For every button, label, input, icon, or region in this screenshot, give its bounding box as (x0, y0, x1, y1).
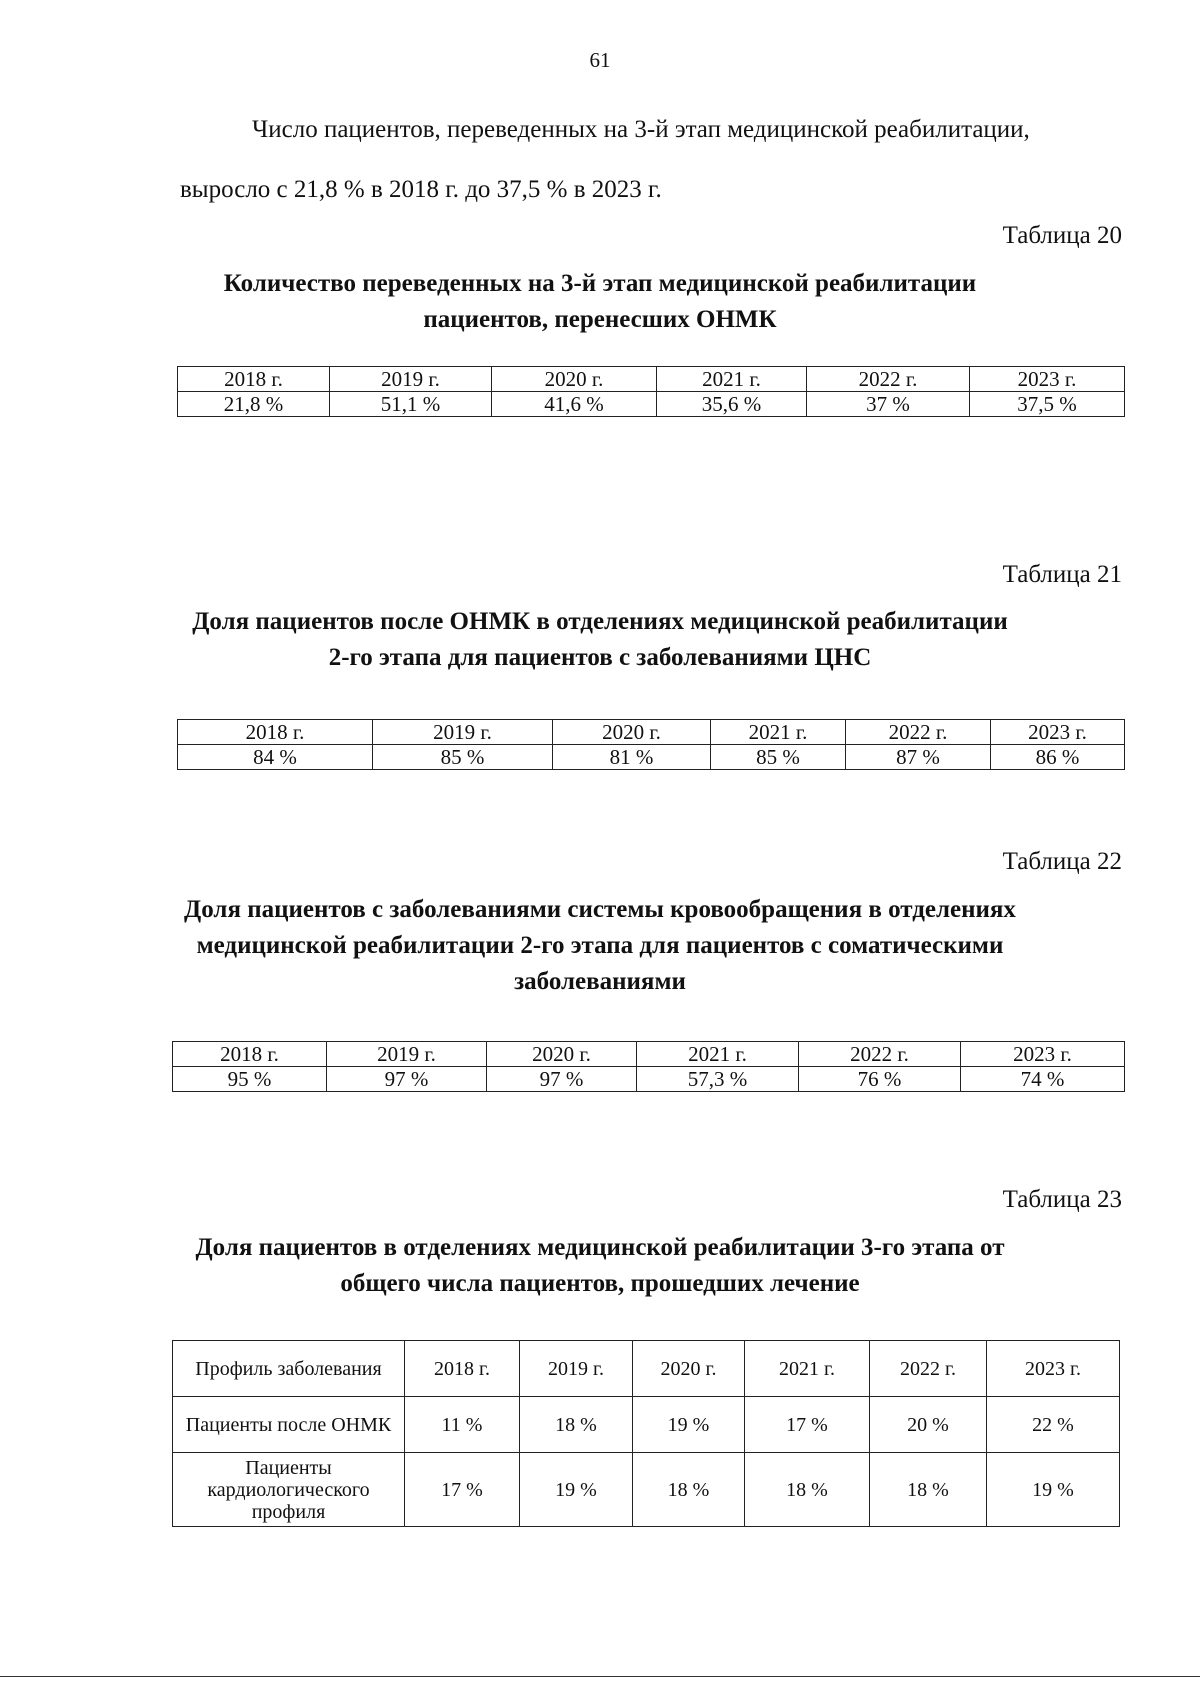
year-cell: 2021 г. (637, 1042, 799, 1067)
table-22-title (110, 892, 1090, 1000)
value-cell: 97 % (327, 1067, 487, 1092)
intro-line-1: Число пациентов, переведенных на 3-й этап медицинской реабилитации, (252, 116, 1030, 143)
table-23 (172, 1340, 1120, 1527)
header-cell: 2018 г. (405, 1341, 520, 1397)
page-bottom-rule (0, 1676, 1200, 1677)
table-row (173, 1397, 1120, 1453)
value-cell: 76 % (799, 1067, 961, 1092)
table-row (178, 367, 1125, 392)
table-23-title-line-2: общего числа пациентов, прошедших лечение (340, 1270, 860, 1297)
intro-line-2: выросло с 21,8 % в 2018 г. до 37,5 % в 2023 г. (180, 176, 662, 203)
table-22-title-line-3: заболеваниями (514, 968, 686, 995)
value-cell: 35,6 % (657, 392, 807, 417)
value-cell: 87 % (846, 745, 991, 770)
year-cell: 2021 г. (657, 367, 807, 392)
value-cell: 18 % (633, 1453, 745, 1527)
header-cell: 2020 г. (633, 1341, 745, 1397)
table-row (173, 1453, 1120, 1527)
year-cell: 2018 г. (178, 367, 330, 392)
table-row (178, 745, 1125, 770)
value-cell: 81 % (553, 745, 711, 770)
year-cell: 2020 г. (487, 1042, 637, 1067)
value-cell: 17 % (405, 1453, 520, 1527)
year-cell: 2023 г. (970, 367, 1125, 392)
value-cell: 17 % (745, 1397, 870, 1453)
table-21-title-line-2: 2-го этапа для пациентов с заболеваниями ЦНС (328, 644, 872, 671)
value-cell: 18 % (870, 1453, 987, 1527)
value-cell: 85 % (373, 745, 553, 770)
table-row (173, 1067, 1125, 1092)
value-cell: 19 % (987, 1453, 1120, 1527)
value-cell: 21,8 % (178, 392, 330, 417)
value-cell: 41,6 % (492, 392, 657, 417)
header-cell: 2019 г. (520, 1341, 633, 1397)
table-23-title (150, 1230, 1050, 1302)
table-21-title (150, 604, 1050, 676)
year-cell: 2019 г. (373, 720, 553, 745)
value-cell: 85 % (711, 745, 846, 770)
value-cell: 86 % (991, 745, 1125, 770)
table-23-label: Таблица 23 (1002, 1186, 1122, 1213)
header-cell: 2021 г. (745, 1341, 870, 1397)
value-cell: 57,3 % (637, 1067, 799, 1092)
row-label-cell: Пациенты кардиологического профиля (173, 1453, 405, 1527)
year-cell: 2020 г. (553, 720, 711, 745)
header-cell: Профиль заболевания (173, 1341, 405, 1397)
table-20-label: Таблица 20 (1002, 222, 1122, 249)
year-cell: 2019 г. (327, 1042, 487, 1067)
year-cell: 2022 г. (799, 1042, 961, 1067)
year-cell: 2023 г. (991, 720, 1125, 745)
table-row (178, 720, 1125, 745)
value-cell: 37,5 % (970, 392, 1125, 417)
year-cell: 2022 г. (846, 720, 991, 745)
year-cell: 2021 г. (711, 720, 846, 745)
header-cell: 2022 г. (870, 1341, 987, 1397)
value-cell: 18 % (745, 1453, 870, 1527)
table-row (173, 1042, 1125, 1067)
value-cell: 19 % (520, 1453, 633, 1527)
value-cell: 22 % (987, 1397, 1120, 1453)
table-20 (177, 366, 1125, 417)
value-cell: 19 % (633, 1397, 745, 1453)
table-row (178, 392, 1125, 417)
value-cell: 18 % (520, 1397, 633, 1453)
table-22-label: Таблица 22 (1002, 848, 1122, 875)
value-cell: 20 % (870, 1397, 987, 1453)
table-20-title-line-1: Количество переведенных на 3-й этап медицинской реабилитации (223, 270, 977, 297)
row-label-cell: Пациенты после ОНМК (173, 1397, 405, 1453)
table-22 (172, 1041, 1125, 1092)
header-cell: 2023 г. (987, 1341, 1120, 1397)
value-cell: 84 % (178, 745, 373, 770)
year-cell: 2022 г. (807, 367, 970, 392)
table-20-title (150, 266, 1050, 338)
table-23-title-line-1: Доля пациентов в отделениях медицинской реабилитации 3-го этапа от (195, 1234, 1005, 1261)
year-cell: 2019 г. (330, 367, 492, 392)
value-cell: 11 % (405, 1397, 520, 1453)
year-cell: 2023 г. (961, 1042, 1125, 1067)
intro-paragraph (180, 100, 1130, 220)
value-cell: 95 % (173, 1067, 327, 1092)
year-cell: 2018 г. (178, 720, 373, 745)
value-cell: 97 % (487, 1067, 637, 1092)
table-21-title-line-1: Доля пациентов после ОНМК в отделениях медицинской реабилитации (192, 608, 1008, 635)
table-22-title-line-2: медицинской реабилитации 2-го этапа для пациентов с соматическими (196, 932, 1004, 959)
value-cell: 37 % (807, 392, 970, 417)
page-number: 61 (589, 48, 611, 72)
table-header-row (173, 1341, 1120, 1397)
table-20-title-line-2: пациентов, перенесших ОНМК (423, 306, 777, 333)
table-21 (177, 719, 1125, 770)
table-22-title-line-1: Доля пациентов с заболеваниями системы кровообращения в отделениях (184, 896, 1016, 923)
year-cell: 2018 г. (173, 1042, 327, 1067)
value-cell: 74 % (961, 1067, 1125, 1092)
year-cell: 2020 г. (492, 367, 657, 392)
value-cell: 51,1 % (330, 392, 492, 417)
table-21-label: Таблица 21 (1002, 561, 1122, 588)
